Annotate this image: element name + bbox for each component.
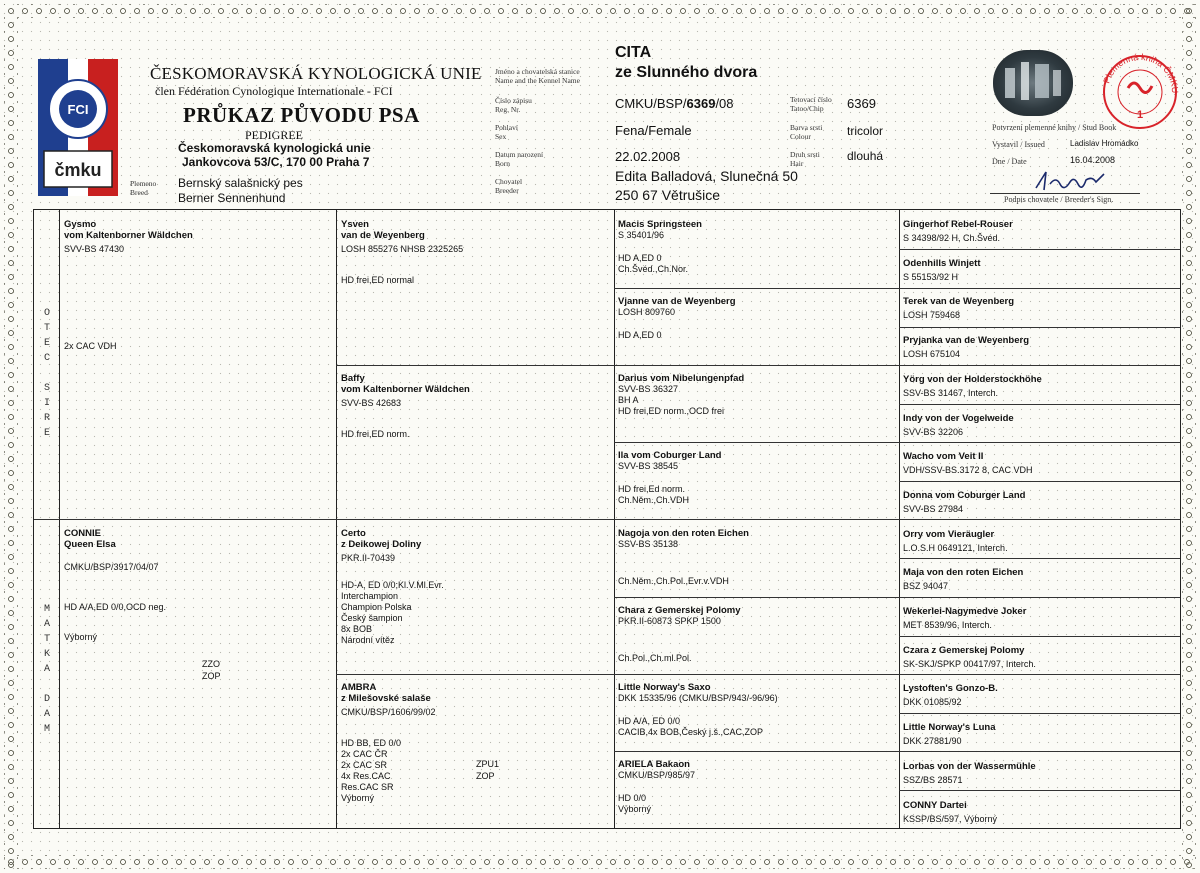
gen2-extra: 8x BOB <box>341 624 373 634</box>
left-border-ornament <box>4 4 18 869</box>
gen2-cell <box>341 219 609 286</box>
hair-label-en: Hair <box>790 159 804 168</box>
gen2-name-line2: van de Weyenberg <box>341 230 425 241</box>
gen3-extra: HD frei,ED norm.,OCD frei <box>618 406 725 416</box>
side-letter: I <box>43 398 50 409</box>
gen2-extra: Interchampion <box>341 591 399 601</box>
gen2-extra: 4x Res.CAC <box>341 771 391 781</box>
row-divider <box>899 481 1180 482</box>
side-letter: K <box>43 649 50 660</box>
gen2-cell <box>341 373 609 440</box>
side-letter: A <box>43 664 50 675</box>
hair-value: dlouhá <box>847 149 884 163</box>
org-address-1: Českomoravská kynologická unie <box>178 141 371 155</box>
row-divider <box>899 790 1180 791</box>
gen4-name: Terek van de Weyenberg <box>903 296 1015 308</box>
row-divider <box>34 519 1180 520</box>
breeder-label-cz: Chovatel <box>495 177 523 186</box>
gen4-cell <box>903 413 1175 438</box>
gen2-extra: Res.CAC SR <box>341 782 394 792</box>
fci-cmku-logo <box>38 59 118 196</box>
dam-code-2: ZOP <box>202 671 221 681</box>
dog-name-line1: CITA <box>615 44 652 61</box>
gen4-cell <box>903 683 1175 708</box>
dam-health: HD A/A,ED 0/0,OCD neg. <box>64 602 167 612</box>
gen4-reg: L.O.S.H 0649121, Interch. <box>903 542 1008 553</box>
stud-book-stamp <box>1098 50 1182 130</box>
sire-side-label <box>41 308 53 443</box>
gen3-name: ARIELA Bakaon <box>618 759 690 770</box>
gen4-reg: SVV-BS 32206 <box>903 426 964 437</box>
gen2-extra: Výborný <box>341 793 375 803</box>
gen3-reg: PKR.II-60873 SPKP 1500 <box>618 616 721 626</box>
row-divider <box>614 442 1180 443</box>
issue-date: 16.04.2008 <box>1070 155 1116 165</box>
dam-reg: CMKU/BSP/3917/04/07 <box>64 562 159 572</box>
row-divider <box>614 751 1180 752</box>
gen3-reg: SVV-BS 36327 <box>618 384 679 394</box>
studbook-caption: Potvrzení plemenné knihy / Stud Book <box>992 123 1117 132</box>
gen4-reg: DKK 27881/90 <box>903 736 962 747</box>
side-letter <box>41 679 53 694</box>
dam-name-line1: CONNIE <box>64 528 101 539</box>
gen4-cell <box>903 645 1175 670</box>
gen2-reg: LOSH 855276 NHSB 2325265 <box>341 244 464 254</box>
gen3-cell <box>618 605 896 664</box>
gen3-cell <box>618 682 896 738</box>
sire-reg: SVV-BS 47430 <box>64 244 125 254</box>
side-letter: T <box>43 323 50 334</box>
gen4-cell <box>903 722 1175 747</box>
side-letter: E <box>43 338 50 349</box>
date-label: Dne / Date <box>992 157 1027 166</box>
gen4-name: Donna vom Coburger Land <box>903 489 1026 501</box>
gen4-name: Indy von der Vogelweide <box>903 412 1014 424</box>
gen2-cell <box>341 528 609 646</box>
reg-number-prefix: CMKU/BSP/ <box>615 96 687 111</box>
gen2-name-line2: vom Kaltenborner Wäldchen <box>341 384 470 395</box>
row-divider <box>336 365 1180 366</box>
colour-label-cz: Barva srsti <box>790 123 823 132</box>
gen3-extra: CACIB,4x BOB,Český j.š.,CAC,ZOP <box>618 727 764 737</box>
gen3-name: Little Norway's Saxo <box>618 682 711 693</box>
gen4-reg: S 55153/92 H <box>903 271 959 282</box>
gen3-name: Macis Springsteen <box>618 219 702 230</box>
gen4-reg: KSSP/BS/597, Výborný <box>903 813 998 824</box>
bottom-border-ornament <box>4 855 1196 869</box>
hologram-seal <box>993 50 1073 116</box>
gen3-cell <box>618 373 896 417</box>
side-letter: R <box>43 413 50 424</box>
row-divider <box>614 288 1180 289</box>
gen4-cell <box>903 567 1175 592</box>
gen2-extra: Český šampion <box>341 613 403 623</box>
top-border-ornament <box>4 4 1196 18</box>
gen4-cell <box>903 335 1175 360</box>
sire-name-line1: Gysmo <box>64 219 97 230</box>
gen4-reg: MET 8539/96, Interch. <box>903 620 992 630</box>
side-letter <box>41 368 53 383</box>
issued-label: Vystavil / Issued <box>992 140 1045 149</box>
gen4-cell <box>903 374 1175 399</box>
right-border-ornament <box>1182 4 1196 869</box>
dam-name-line2: Queen Elsa <box>64 539 116 550</box>
gen2-extra: HD frei,ED norm. <box>341 429 410 439</box>
org-name: ČESKOMORAVSKÁ KYNOLOGICKÁ UNIE <box>150 64 482 83</box>
logo-cmku-text: čmku <box>54 160 102 180</box>
born-label-cz: Datum narození <box>495 150 544 159</box>
gen4-cell <box>903 258 1175 283</box>
gen4-name: Czara z Gemerskej Polomy <box>903 644 1025 656</box>
reg-number-suffix: /08 <box>715 96 734 111</box>
side-letter: T <box>43 634 50 645</box>
gen4-reg: DKK 01085/92 <box>903 697 962 708</box>
gen4-reg: SSV-BS 31467, Interch. <box>903 387 999 398</box>
stamp-text: Plemenná kniha ČMKU <box>1101 51 1181 94</box>
gen4-reg: LOSH 675104 <box>903 349 961 360</box>
gen4-name: Little Norway's Luna <box>903 722 996 734</box>
gen3-cell <box>618 759 896 815</box>
gen2-name-line1: Ysven <box>341 219 369 230</box>
doc-subtitle: PEDIGREE <box>245 128 303 142</box>
side-letter: O <box>43 308 50 319</box>
row-divider <box>899 636 1180 637</box>
gen3-extra: HD A,ED 0 <box>618 253 662 263</box>
gen2-extra: 2x CAC SR <box>341 760 388 770</box>
gen4-reg: SSZ/BS 28571 <box>903 774 963 785</box>
tattoo-label-en: Tatoo/Chip <box>790 104 824 113</box>
gen4-name: CONNY Dartei <box>903 799 967 811</box>
gen4-cell <box>903 529 1175 554</box>
gen4-reg: LOSH 759468 <box>903 310 961 321</box>
side-letter: A <box>43 709 50 720</box>
gen3-extra: Ch.Něm.,Ch.VDH <box>618 495 690 505</box>
gen4-cell <box>903 451 1175 476</box>
gen3-cell <box>618 296 896 341</box>
gen2-cell <box>341 682 609 804</box>
breed-label-cz: Plemeno <box>130 179 157 188</box>
gen2-name-line2: z Deikowej Doliny <box>341 539 422 550</box>
gen3-extra: Ch.Pol.,Ch.ml.Pol. <box>618 653 692 663</box>
gen3-extra: Ch.Něm.,Ch.Pol.,Evr.v.VDH <box>618 576 729 586</box>
gen2-extra: HD-A, ED 0/0;Kl.V.Ml.Evr. <box>341 580 444 590</box>
gen3-extra: BH A <box>618 395 639 405</box>
row-divider <box>614 597 1180 598</box>
gen4-name: Orry vom Vieräugler <box>903 528 995 540</box>
org-member: člen Fédération Cynologique Internationale - FCI <box>155 84 393 98</box>
logo-fci-text: FCI <box>67 102 89 117</box>
born-value: 22.02.2008 <box>615 149 681 164</box>
gen4-reg: VDH/SSV-BS.3172 8, CAC VDH <box>903 465 1033 476</box>
gen3-extra: HD A/A, ED 0/0 <box>618 716 681 726</box>
gen4-reg: S 34398/92 H, Ch.Švéd. <box>903 233 1001 243</box>
gen4-reg: SVV-BS 27984 <box>903 503 964 514</box>
dam-grade: Výborný <box>64 632 98 642</box>
gen2-reg: PKR.II-70439 <box>341 553 396 563</box>
gen2-name-line1: Baffy <box>341 373 365 384</box>
gen3-extra: HD A,ED 0 <box>618 330 662 340</box>
gen4-name: Wekerlei-Nagymedve Joker <box>903 606 1027 617</box>
row-divider <box>899 558 1180 559</box>
gen3-name: Ila vom Coburger Land <box>618 450 722 461</box>
gen3-extra: HD 0/0 <box>618 793 647 803</box>
gen3-reg: S 35401/96 <box>618 230 665 240</box>
sire-name-line2: vom Kaltenborner Wäldchen <box>64 230 193 241</box>
signature-line <box>990 193 1140 194</box>
gen4-cell <box>903 761 1175 786</box>
gen4-name: Yörg von der Holderstockhöhe <box>903 373 1042 385</box>
sex-value: Fena/Female <box>615 123 692 138</box>
row-divider <box>899 404 1180 405</box>
side-letter: M <box>43 604 50 615</box>
tattoo-value: 6369 <box>847 96 876 111</box>
pedigree-table <box>33 209 1181 829</box>
gen4-name: Wacho vom Veit II <box>903 451 984 463</box>
gen3-reg: CMKU/BSP/985/97 <box>618 770 696 780</box>
gen3-reg: LOSH 809760 <box>618 307 676 317</box>
gen4-reg: BSZ 94047 <box>903 581 949 592</box>
gen3-cell <box>618 528 896 587</box>
gen4-reg: SK-SKJ/SPKP 00417/97, Interch. <box>903 658 1036 669</box>
gen2-name-line1: Certo <box>341 528 366 539</box>
dog-name-line2: ze Slunného dvora <box>615 64 758 81</box>
side-letter: S <box>43 383 50 394</box>
gen2-extra: HD BB, ED 0/0 <box>341 738 402 748</box>
tattoo-label-cz: Tetovací číslo <box>790 95 832 104</box>
breed-label-en: Breed <box>130 188 148 197</box>
gen2-name-line2: z Milešovské salaše <box>341 693 431 704</box>
row-divider <box>899 249 1180 250</box>
gen2-reg: SVV-BS 42683 <box>341 398 402 408</box>
gen3-extra: Ch.Švéd.,Ch.Nor. <box>618 264 689 274</box>
sex-label-cz: Pohlaví <box>495 123 518 132</box>
breeder-signature <box>1028 166 1128 196</box>
breeder-line2: 250 67 Větrušice <box>615 187 721 203</box>
gen3-extra: Výborný <box>618 804 652 814</box>
breed-de: Berner Sennenhund <box>178 191 286 205</box>
gen4-cell <box>903 606 1175 631</box>
gen3-reg: DKK 15335/96 (CMKU/BSP/943/-96/96) <box>618 693 778 703</box>
sex-label-en: Sex <box>495 132 507 141</box>
stamp-number: 1 <box>1136 109 1144 121</box>
dam-cell <box>64 528 332 643</box>
gen3-name: Vjanne van de Weyenberg <box>618 296 736 307</box>
row-divider <box>336 674 1180 675</box>
gen4-name: Odenhills Winjett <box>903 257 981 269</box>
gen3-reg: SVV-BS 38545 <box>618 461 679 471</box>
name-label-en: Name and the Kennel Name <box>495 76 580 85</box>
gen4-cell <box>903 219 1175 244</box>
sire-cell <box>64 219 332 352</box>
gen2-name-line1: AMBRA <box>341 682 377 693</box>
gen4-name: Lorbas von der Wassermühle <box>903 760 1036 772</box>
gen4-cell <box>903 296 1175 321</box>
breeder-label-en: Breeder <box>495 186 519 195</box>
side-letter: E <box>43 428 50 439</box>
side-letter: M <box>43 724 50 735</box>
gen2-extra: Národní vítěz <box>341 635 395 645</box>
colour-value: tricolor <box>847 124 884 138</box>
signature-caption: Podpis chovatele / Breeder's Sign. <box>1004 195 1114 204</box>
gen4-cell <box>903 800 1175 825</box>
gen2-reg: CMKU/BSP/1606/99/02 <box>341 707 436 717</box>
row-divider <box>899 327 1180 328</box>
gen3-reg: SSV-BS 35138 <box>618 539 679 549</box>
side-letter: C <box>43 353 50 364</box>
colour-label-en: Colour <box>790 132 811 141</box>
reg-number-core: 6369 <box>686 96 716 111</box>
reg-number <box>615 96 734 111</box>
row-divider <box>899 713 1180 714</box>
gen3-name: Darius vom Nibelungenpfad <box>618 373 745 384</box>
gen4-cell <box>903 490 1175 515</box>
hair-label-cz: Druh srsti <box>790 150 820 159</box>
gen4-name: Pryjanka van de Weyenberg <box>903 335 1030 347</box>
gen3-extra: HD frei,Ed norm. <box>618 484 686 494</box>
issued-by: Ladislav Hromádko <box>1070 139 1139 148</box>
gen2-extra: 2x CAC ČR <box>341 749 388 759</box>
gen3-cell <box>618 450 896 506</box>
gen3-name: Nagoja von den roten Eichen <box>618 528 749 539</box>
dam-side-label <box>41 604 53 739</box>
gen2-code-2: ZOP <box>476 771 495 781</box>
gen4-name: Lystoften's Gonzo-B. <box>903 683 998 695</box>
reg-label-en: Reg. Nr. <box>495 105 521 114</box>
reg-label-cz: Číslo zápisu <box>495 96 532 105</box>
gen3-name: Chara z Gemerskej Polomy <box>618 605 741 616</box>
name-label-cz: Jméno a chovatelská stanice <box>495 67 580 76</box>
gen2-extra: Champion Polska <box>341 602 412 612</box>
doc-title: PRŮKAZ PŮVODU PSA <box>183 103 420 127</box>
born-label-en: Born <box>495 159 510 168</box>
side-letter: A <box>43 619 50 630</box>
sire-extra: 2x CAC VDH <box>64 341 117 351</box>
breeder-line1: Edita Balladová, Slunečná 50 <box>615 168 798 184</box>
org-address-2: Jankovcova 53/C, 170 00 Praha 7 <box>182 155 370 169</box>
dam-code-1: ZZO <box>202 659 220 669</box>
gen4-name: Gingerhof Rebel-Rouser <box>903 219 1013 230</box>
gen4-name: Maja von den roten Eichen <box>903 567 1024 579</box>
side-letter: D <box>43 694 50 705</box>
breed-cz: Bernský salašnický pes <box>178 176 303 190</box>
gen2-code-1: ZPU1 <box>476 759 500 769</box>
gen3-cell <box>618 219 896 275</box>
gen2-extra: HD frei,ED normal <box>341 275 415 285</box>
